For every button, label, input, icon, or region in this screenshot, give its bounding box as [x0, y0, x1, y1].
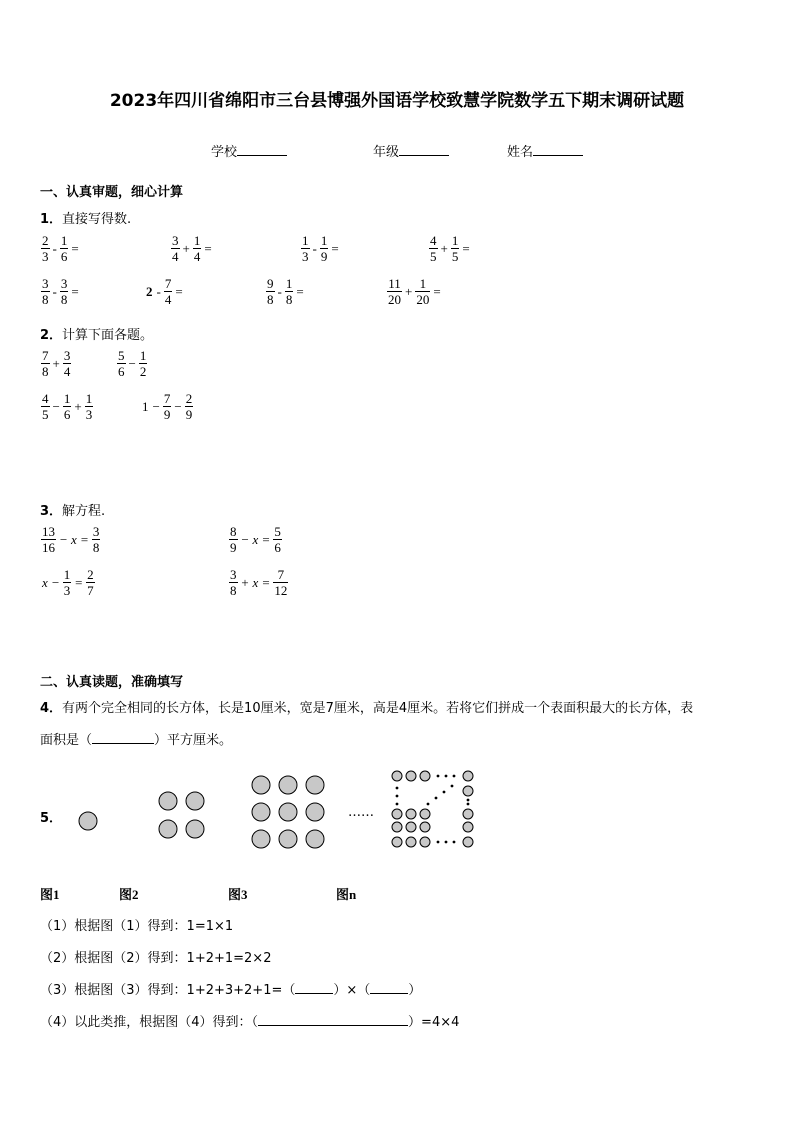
- equation-middle: − x =: [240, 531, 271, 547]
- operator: −: [52, 398, 60, 414]
- fraction: $\frac{4}{5}$: [430, 233, 437, 264]
- diagonal-ellipsis-dot: [435, 797, 438, 800]
- fraction: $\frac{3}{8}$: [230, 567, 237, 598]
- figure-n-dot: [463, 837, 473, 847]
- fraction: $\frac{13}{16}$: [42, 524, 55, 555]
- whole-number: 2: [146, 283, 153, 299]
- q5-line-2: （2）根据图（2）得到：1+2+1=2×2: [40, 951, 272, 966]
- figure-n-dot: [392, 771, 402, 781]
- figure-3-dot: [306, 830, 324, 848]
- figure-3-dot: [306, 803, 324, 821]
- fraction: $\frac{5}{6}$: [274, 524, 281, 555]
- figure-n-dot: [406, 771, 416, 781]
- ellipsis-dot: [396, 795, 399, 798]
- figure-n-dot: [420, 809, 430, 819]
- figure-3-dot: [279, 776, 297, 794]
- q1-expression: [144, 276, 185, 307]
- operator: -: [52, 283, 57, 299]
- operator: +: [52, 355, 60, 371]
- q5-line-1: （1）根据图（1）得到：1=1×1: [40, 919, 234, 934]
- operator: -: [277, 283, 282, 299]
- figure-n-dot: [463, 771, 473, 781]
- equals-sign: =: [71, 240, 79, 256]
- ellipsis-dot: [396, 787, 399, 790]
- figure-2-dot: [159, 820, 177, 838]
- q1-expression: [265, 276, 306, 307]
- fraction: $\frac{2}{7}$: [87, 567, 94, 598]
- equals-sign: =: [462, 240, 470, 256]
- ellipsis-dot: [467, 803, 470, 806]
- figure-2-label: 图2: [119, 887, 139, 902]
- operator: −: [174, 398, 182, 414]
- q1-expression: [300, 233, 341, 264]
- equation-middle: =: [74, 574, 84, 590]
- q5-line-4: （4）以此类推，根据图（4）得到：（ ）=4×4: [40, 1015, 460, 1030]
- equals-sign: =: [175, 283, 183, 299]
- fraction: $\frac{8}{9}$: [230, 524, 237, 555]
- fraction: $\frac{1}{4}$: [193, 233, 201, 264]
- fraction: $\frac{3}{4}$: [172, 233, 179, 264]
- figure-3-dot: [306, 776, 324, 794]
- q3-equation: [228, 524, 283, 555]
- q2-expression: [116, 348, 148, 379]
- ellipsis-dot: [396, 803, 399, 806]
- question-4-line2: 面积是（ ）平方厘米。: [40, 733, 233, 748]
- figure-n-dot: [463, 786, 473, 796]
- grade-field[interactable]: 年级: [373, 141, 449, 160]
- fraction: $\frac{7}{4}$: [164, 276, 172, 307]
- figure-2-dot: [186, 820, 204, 838]
- q5-line-3: （3）根据图（3）得到：1+2+3+2+1=（ ）×（ ）: [40, 983, 422, 998]
- fraction: $\frac{3}{8}$: [42, 276, 49, 307]
- fraction: $\frac{1}{8}$: [285, 276, 293, 307]
- operator: +: [405, 283, 413, 299]
- figure-2-dot: [186, 792, 204, 810]
- question-2: 2．计算下面各题。: [40, 328, 154, 343]
- school-field[interactable]: 学校: [211, 141, 287, 160]
- figure-n-dot: [406, 809, 416, 819]
- figure-n-dot: [392, 809, 402, 819]
- figure-1-label: 图1: [40, 887, 60, 902]
- figure-3-dot: [279, 803, 297, 821]
- question-5: 5．: [40, 811, 63, 826]
- fraction: $\frac{3}{4}$: [63, 348, 71, 379]
- q2-expression: [40, 348, 72, 379]
- fraction: $\frac{1}{3}$: [85, 391, 93, 422]
- q2-expression: [140, 391, 194, 422]
- whole-number: 1: [142, 398, 149, 414]
- equation-middle: + x =: [240, 574, 271, 590]
- fraction: $\frac{3}{8}$: [92, 524, 100, 555]
- fraction: $\frac{7}{12}$: [274, 567, 288, 598]
- q3-equation: [40, 524, 101, 555]
- fraction: $\frac{2}{3}$: [42, 233, 49, 264]
- figure-3-dot: [252, 776, 270, 794]
- q3-equation: [40, 567, 96, 598]
- q1-expression: [40, 233, 81, 264]
- fraction: $\frac{1}{6}$: [60, 233, 68, 264]
- figure-n-dot: [406, 822, 416, 832]
- figure-n-dot: [420, 837, 430, 847]
- ellipsis-dot: [453, 841, 456, 844]
- figure-n-dot: [392, 822, 402, 832]
- q2-expression: [40, 391, 94, 422]
- name-field[interactable]: 姓名: [507, 141, 583, 160]
- equals-sign: =: [71, 283, 79, 299]
- fraction: $\frac{3}{8}$: [60, 276, 68, 307]
- q4-answer-blank[interactable]: [92, 731, 154, 744]
- equals-sign: =: [204, 240, 212, 256]
- figure-1-dot: [79, 812, 97, 830]
- figure-n-dot: [463, 809, 473, 819]
- equals-sign: =: [296, 283, 304, 299]
- figure-n-dot: [463, 822, 473, 832]
- fraction: $\frac{4}{5}$: [42, 391, 49, 422]
- q1-expression: [40, 276, 81, 307]
- fraction: $\frac{2}{9}$: [185, 391, 193, 422]
- figure-2-dot: [159, 792, 177, 810]
- operator: −: [128, 355, 136, 371]
- q1-expression: [170, 233, 214, 264]
- fraction: $\frac{9}{8}$: [267, 276, 274, 307]
- fraction: $\frac{1}{6}$: [63, 391, 71, 422]
- dot-figures: [70, 770, 490, 855]
- ellipsis: ……: [348, 805, 374, 820]
- section-2-heading: 二、认真读题，准确填写: [40, 675, 184, 690]
- q1-expression: [428, 233, 472, 264]
- section-1-heading: 一、认真审题，细心计算: [40, 185, 184, 200]
- figure-n-dot: [406, 837, 416, 847]
- figure-n-dot: [420, 822, 430, 832]
- ellipsis-dot: [453, 775, 456, 778]
- operator: -: [156, 283, 161, 299]
- q5-blank-1[interactable]: [295, 981, 333, 994]
- diagonal-ellipsis-dot: [427, 803, 430, 806]
- page-title: 2023年四川省绵阳市三台县博强外国语学校致慧学院数学五下期末调研试题: [109, 91, 685, 111]
- ellipsis-dot: [437, 841, 440, 844]
- fraction: $\frac{1}{2}$: [139, 348, 147, 379]
- ellipsis-dot: [437, 775, 440, 778]
- figure-3-dot: [252, 803, 270, 821]
- ellipsis-dot: [445, 841, 448, 844]
- operator: +: [74, 398, 82, 414]
- question-3: 3．解方程.: [40, 504, 106, 519]
- q5-blank-2[interactable]: [370, 981, 408, 994]
- operator: +: [440, 240, 448, 256]
- operator: -: [312, 240, 317, 256]
- fraction: $\frac{1}{5}$: [451, 233, 459, 264]
- fraction: $\frac{7}{8}$: [42, 348, 49, 379]
- fraction: $\frac{11}{20}$: [388, 276, 401, 307]
- figure-n-dot: [392, 837, 402, 847]
- figure-3-label: 图3: [228, 887, 248, 902]
- operator: +: [182, 240, 190, 256]
- q1-expression: [386, 276, 443, 307]
- equals-sign: =: [433, 283, 441, 299]
- fraction: $\frac{1}{20}$: [416, 276, 430, 307]
- ellipsis-dot: [445, 775, 448, 778]
- diagonal-ellipsis-dot: [451, 785, 454, 788]
- ellipsis-dot: [467, 799, 470, 802]
- figure-n-label: 图n: [336, 887, 357, 902]
- fraction: $\frac{1}{3}$: [302, 233, 309, 264]
- equation-middle: − x =: [59, 531, 89, 547]
- figure-3-dot: [252, 830, 270, 848]
- q3-equation: [228, 567, 289, 598]
- variable-term: x −: [42, 574, 60, 590]
- question-4: 4．有两个完全相同的长方体，长是10厘米，宽是7厘米，高是4厘米。若将它们拼成一个表面积最大的长方体，表: [40, 701, 694, 716]
- operator: −: [152, 398, 160, 414]
- question-1: 1．直接写得数.: [40, 212, 132, 227]
- equals-sign: =: [331, 240, 339, 256]
- figure-3-dot: [279, 830, 297, 848]
- diagonal-ellipsis-dot: [443, 791, 446, 794]
- fraction: $\frac{5}{6}$: [118, 348, 125, 379]
- q5-blank-3[interactable]: [258, 1013, 408, 1026]
- fraction: $\frac{1}{3}$: [63, 567, 71, 598]
- fraction: $\frac{7}{9}$: [163, 391, 171, 422]
- figure-n-dot: [420, 771, 430, 781]
- fraction: $\frac{1}{9}$: [320, 233, 328, 264]
- operator: -: [52, 240, 57, 256]
